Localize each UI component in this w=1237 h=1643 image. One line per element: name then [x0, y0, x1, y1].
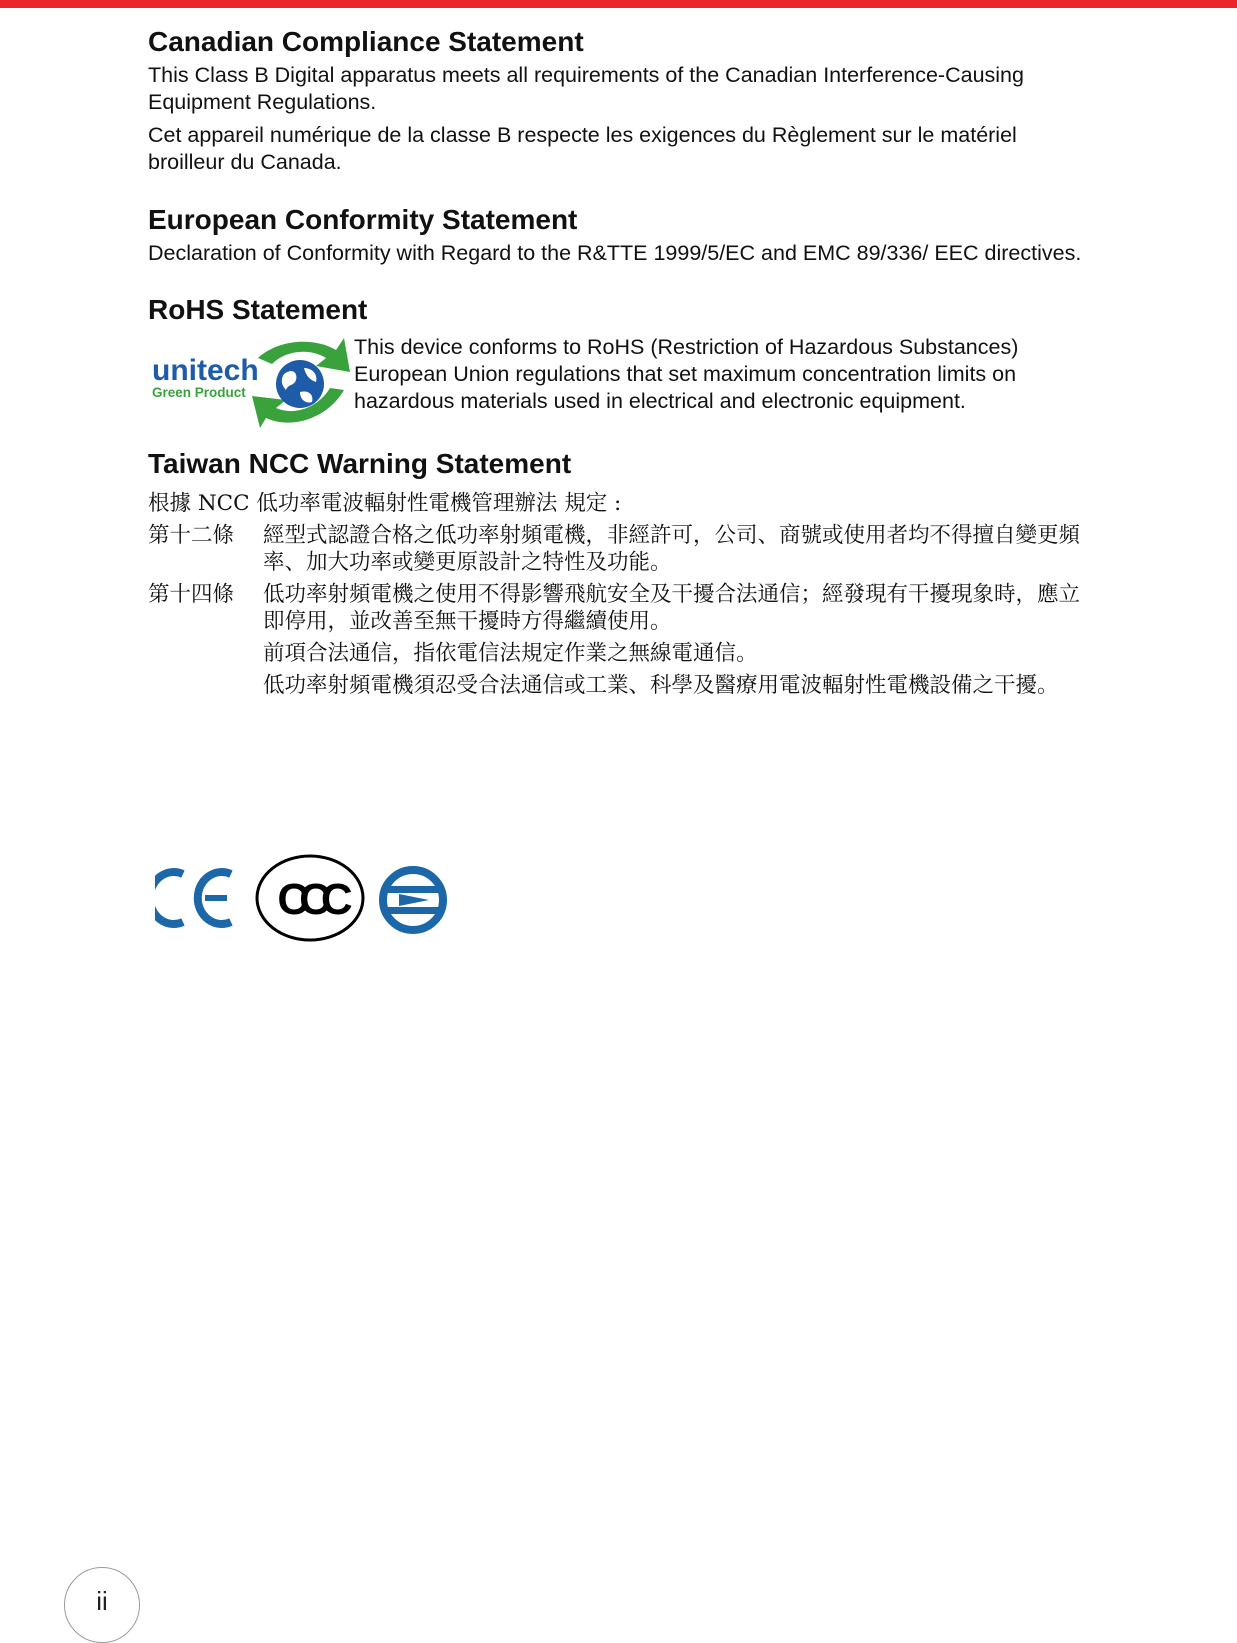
article-12-text: 經型式認證合格之低功率射頻電機，非經許可，公司、商號或使用者均不得擅自變更頻率、加大功率或變更原設計之特性及功能。: [263, 523, 1081, 575]
page-number: ii: [64, 1567, 140, 1643]
european-conformity-title: European Conformity Statement: [148, 204, 578, 235]
rohs-title: RoHS Statement: [148, 294, 368, 325]
top-accent-bar: [0, 0, 1237, 8]
article-14-number: 第十四條: [148, 582, 235, 607]
page-content: [148, 22, 1093, 699]
rohs-section: [148, 290, 1093, 430]
canadian-compliance-english: This Class B Digital apparatus meets all requirements of the Canadian Interference-Causing Equipment Regulations.: [148, 63, 1024, 114]
certification-marks: [155, 852, 465, 948]
article-14-text: 低功率射頻電機之使用不得影響飛航安全及干擾合法通信；經發現有干擾現象時，應立即停用，並改善至無干擾時方得繼續使用。: [263, 582, 1081, 634]
ce-mark-icon: [155, 872, 183, 924]
european-conformity-section: [148, 200, 1093, 267]
logo-tagline-text: Green Product: [152, 385, 246, 400]
rohs-row: [148, 334, 1093, 430]
article-12-number: 第十二條: [148, 523, 235, 548]
article-14-note-2: 低功率射頻電機須忍受合法通信或工業、科學及醫療用電波輻射性電機設備之干擾。: [263, 673, 1059, 698]
rohs-text: This device conforms to RoHS (Restriction of Hazardous Substances) European Union regulations that set maximum concentration limits on hazardous materials used in electrical and electronic equipment.: [354, 335, 1019, 413]
logo-brand-text: unitech: [152, 354, 259, 387]
svg-text:CCC: CCC: [277, 875, 343, 924]
canadian-compliance-section: [148, 22, 1093, 176]
taiwan-ncc-section: [148, 444, 1093, 699]
canadian-compliance-title: Canadian Compliance Statement: [148, 26, 584, 57]
taiwan-ncc-intro: 根據 NCC 低功率電波輻射性電機管理辦法 規定 :: [148, 491, 622, 516]
canadian-compliance-french: Cet appareil numérique de la classe B respecte les exigences du Règlement sur le matériel broilleur du Canada.: [148, 123, 1017, 174]
article-12: [148, 522, 1093, 576]
article-14: [148, 581, 1093, 635]
taiwan-ncc-title: Taiwan NCC Warning Statement: [148, 448, 572, 479]
unitech-green-product-logo: [148, 334, 354, 430]
european-conformity-text: Declaration of Conformity with Regard to the R&TTE 1999/5/EC and EMC 89/336/ EEC directives.: [148, 241, 1082, 265]
article-14-note-1: 前項合法通信，指依電信法規定作業之無線電通信。: [263, 641, 758, 666]
